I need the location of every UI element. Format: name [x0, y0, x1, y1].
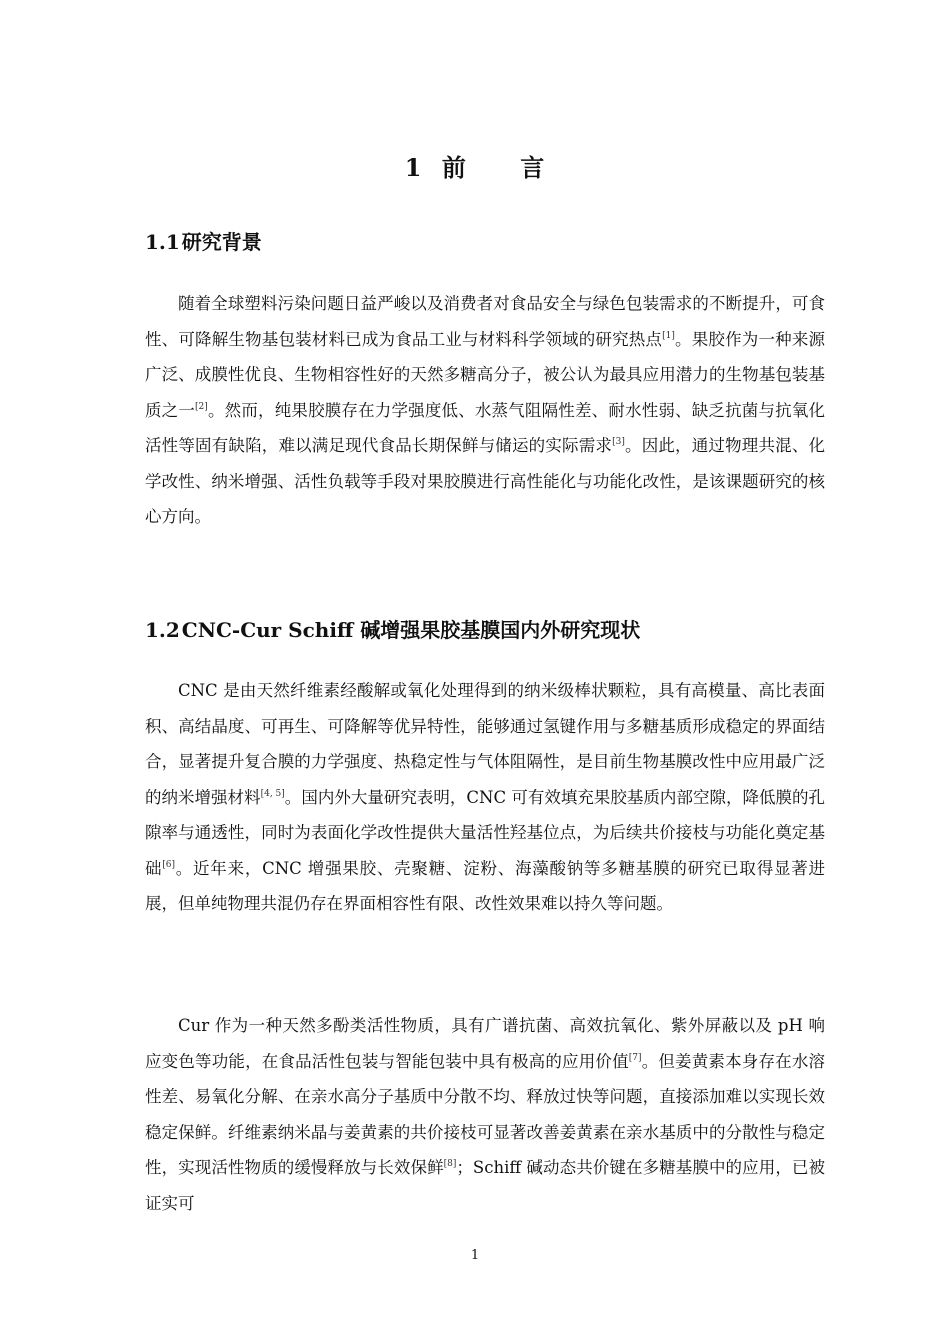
citation-ref: [4, 5]: [260, 788, 285, 799]
paragraph-curcumin: [145, 1008, 825, 1221]
section-title-text: 研究背景: [181, 230, 262, 254]
text-segment: 。近年来，CNC 增强果胶、壳聚糖、淀粉、海藻酸钠等多糖基膜的研究已取得显著进展，但单纯物理共混仍存在界面相容性有限、改性效果难以持久等问题。: [145, 858, 825, 913]
section-title-text: CNC-Cur Schiff 碱增强果胶基膜国内外研究现状: [181, 618, 641, 642]
section-heading-1-2: [145, 614, 640, 643]
citation-ref: [3]: [612, 437, 625, 447]
section-number: 1.2: [145, 618, 180, 642]
paragraph-cnc: [145, 673, 825, 922]
paragraph-background: [145, 286, 825, 535]
section-number: 1.1: [145, 230, 180, 254]
text-segment: 随着全球塑料污染问题日益严峻以及消费者对食品安全与绿色包装需求的不断提升，可食性、可降解生物基包装材料已成为食品工业与材料科学领域的研究热点: [145, 294, 825, 349]
text-segment: CNC 是由天然纤维素经酸解或氧化处理得到的纳米级棒状颗粒，具有高模量、高比表面积、高结晶度、可再生、可降解等优异特性，能够通过氢键作用与多糖基质形成稳定的界面结合，显著提升复合膜的力学强度、热稳定性与气体阻隔性，是目前生物基膜改性中应用最广泛的纳米增强材料: [145, 681, 825, 807]
citation-ref: [1]: [662, 330, 675, 341]
citation-ref: [7]: [628, 1052, 642, 1063]
chapter-title-part2: 言: [520, 153, 546, 182]
text-segment: 。国内外大量研究表明，CNC 可有效填充果胶基质内部空隙，降低膜的孔隙率与通透性，同时为表面化学改性提供大量活性羟基位点，为后续共价接枝与功能化奠定基础: [145, 787, 826, 878]
text-segment: 。然而，纯果胶膜存在力学强度低、水蒸气阻隔性差、耐水性弱、缺乏抗菌与抗氧化活性等固有缺陷，难以满足现代食品长期保鲜与储运的实际需求: [145, 400, 826, 455]
citation-ref: [2]: [195, 401, 208, 412]
text-segment: ；Schiff 碱动态共价键在多糖基膜中的应用，已被证实可: [145, 1158, 826, 1213]
citation-ref: [8]: [443, 1159, 457, 1169]
text-segment: 。但姜黄素本身存在水溶性差、易氧化分解、在亲水高分子基质中分散不均、释放过快等问题，直接添加难以实现长效稳定保鲜。纤维素纳米晶与姜黄素的共价接枝可显著改善姜黄素在亲水基质中的分散性与稳定性，实现活性物质的缓慢释放与长效保鲜: [145, 1051, 826, 1177]
page-number: 1: [470, 1248, 480, 1263]
text-segment: 。果胶作为一种来源广泛、成膜性优良、生物相容性好的天然多糖高分子，被公认为最具应用潜力的生物基包装基质之一: [145, 329, 826, 420]
text-segment: Cur 作为一种天然多酚类活性物质，具有广谱抗菌、高效抗氧化、紫外屏蔽以及 pH 响应变色等功能，在食品活性包装与智能包装中具有极高的应用价值: [145, 1016, 825, 1071]
chapter-title-part1: 前: [441, 153, 467, 182]
text-segment: 。因此，通过物理共混、化学改性、纳米增强、活性负载等手段对果胶膜进行高性能化与功能化改性，是该课题研究的核心方向。: [145, 436, 826, 526]
chapter-title: [0, 148, 950, 183]
chapter-number: 1: [404, 153, 423, 182]
section-heading-1-1: [145, 226, 262, 255]
citation-ref: [6]: [162, 859, 176, 870]
